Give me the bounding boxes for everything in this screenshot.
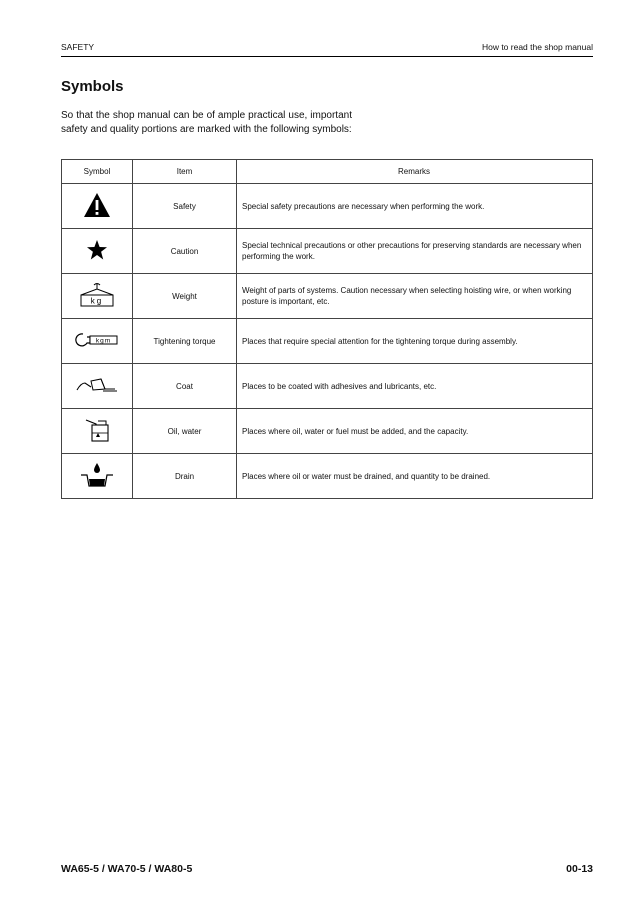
item-cell: Coat (133, 364, 237, 409)
remarks-cell: Places where oil or water must be drained, and quantity to be drained. (237, 454, 593, 499)
header-remarks: Remarks (237, 160, 593, 184)
item-cell: Caution (133, 229, 237, 274)
table-row (62, 184, 593, 229)
symbol-cell (62, 409, 133, 454)
remarks-cell: Places where oil, water or fuel must be added, and the capacity. (237, 409, 593, 454)
symbol-cell (62, 184, 133, 229)
remarks-cell: Places that require special attention for the tightening torque during assembly. (237, 319, 593, 364)
table-row (62, 274, 593, 319)
remarks-cell: Special technical precautions or other precautions for preserving standards are necessary when performing the work. (237, 229, 593, 274)
symbol-cell (62, 229, 133, 274)
symbol-cell (62, 274, 133, 319)
footer-models: WA65-5 / WA70-5 / WA80-5 (61, 863, 193, 875)
star-icon (86, 239, 108, 263)
item-cell: Safety (133, 184, 237, 229)
weight-kg-icon (79, 282, 115, 310)
oil-can-icon (82, 416, 112, 446)
symbol-cell (62, 454, 133, 499)
table-row (62, 229, 593, 274)
coat-tube-icon (75, 375, 119, 397)
header-chapter: How to read the shop manual (481, 42, 593, 52)
warning-triangle-icon (83, 192, 111, 220)
footer-page-number: 00-13 (566, 863, 593, 875)
table-row (62, 454, 593, 499)
remarks-cell: Special safety precautions are necessary when performing the work. (237, 184, 593, 229)
remarks-cell: Places to be coated with adhesives and lubricants, etc. (237, 364, 593, 409)
item-cell: Tightening torque (133, 319, 237, 364)
header-item: Item (133, 160, 237, 184)
page-title: Symbols (61, 78, 124, 95)
item-cell: Oil, water (133, 409, 237, 454)
page-header (61, 40, 593, 57)
header-symbol: Symbol (62, 160, 133, 184)
table-row (62, 409, 593, 454)
table-header-row (62, 160, 593, 184)
remarks-cell: Weight of parts of systems. Caution necessary when selecting hoisting wire, or when working posture is important, etc. (237, 274, 593, 319)
drain-icon (79, 461, 115, 491)
table-row (62, 319, 593, 364)
intro-paragraph: So that the shop manual can be of ample practical use, important safety and quality portions are marked with the following symbols: (61, 110, 352, 135)
table-row (62, 364, 593, 409)
symbol-cell (62, 364, 133, 409)
torque-icon-label: kgm (95, 337, 112, 345)
item-cell: Weight (133, 274, 237, 319)
weight-icon-label: kg (90, 296, 104, 306)
torque-wrench-icon (75, 330, 119, 352)
symbols-table (61, 159, 593, 499)
item-cell: Drain (133, 454, 237, 499)
header-section: SAFETY (61, 42, 95, 52)
symbol-cell (62, 319, 133, 364)
